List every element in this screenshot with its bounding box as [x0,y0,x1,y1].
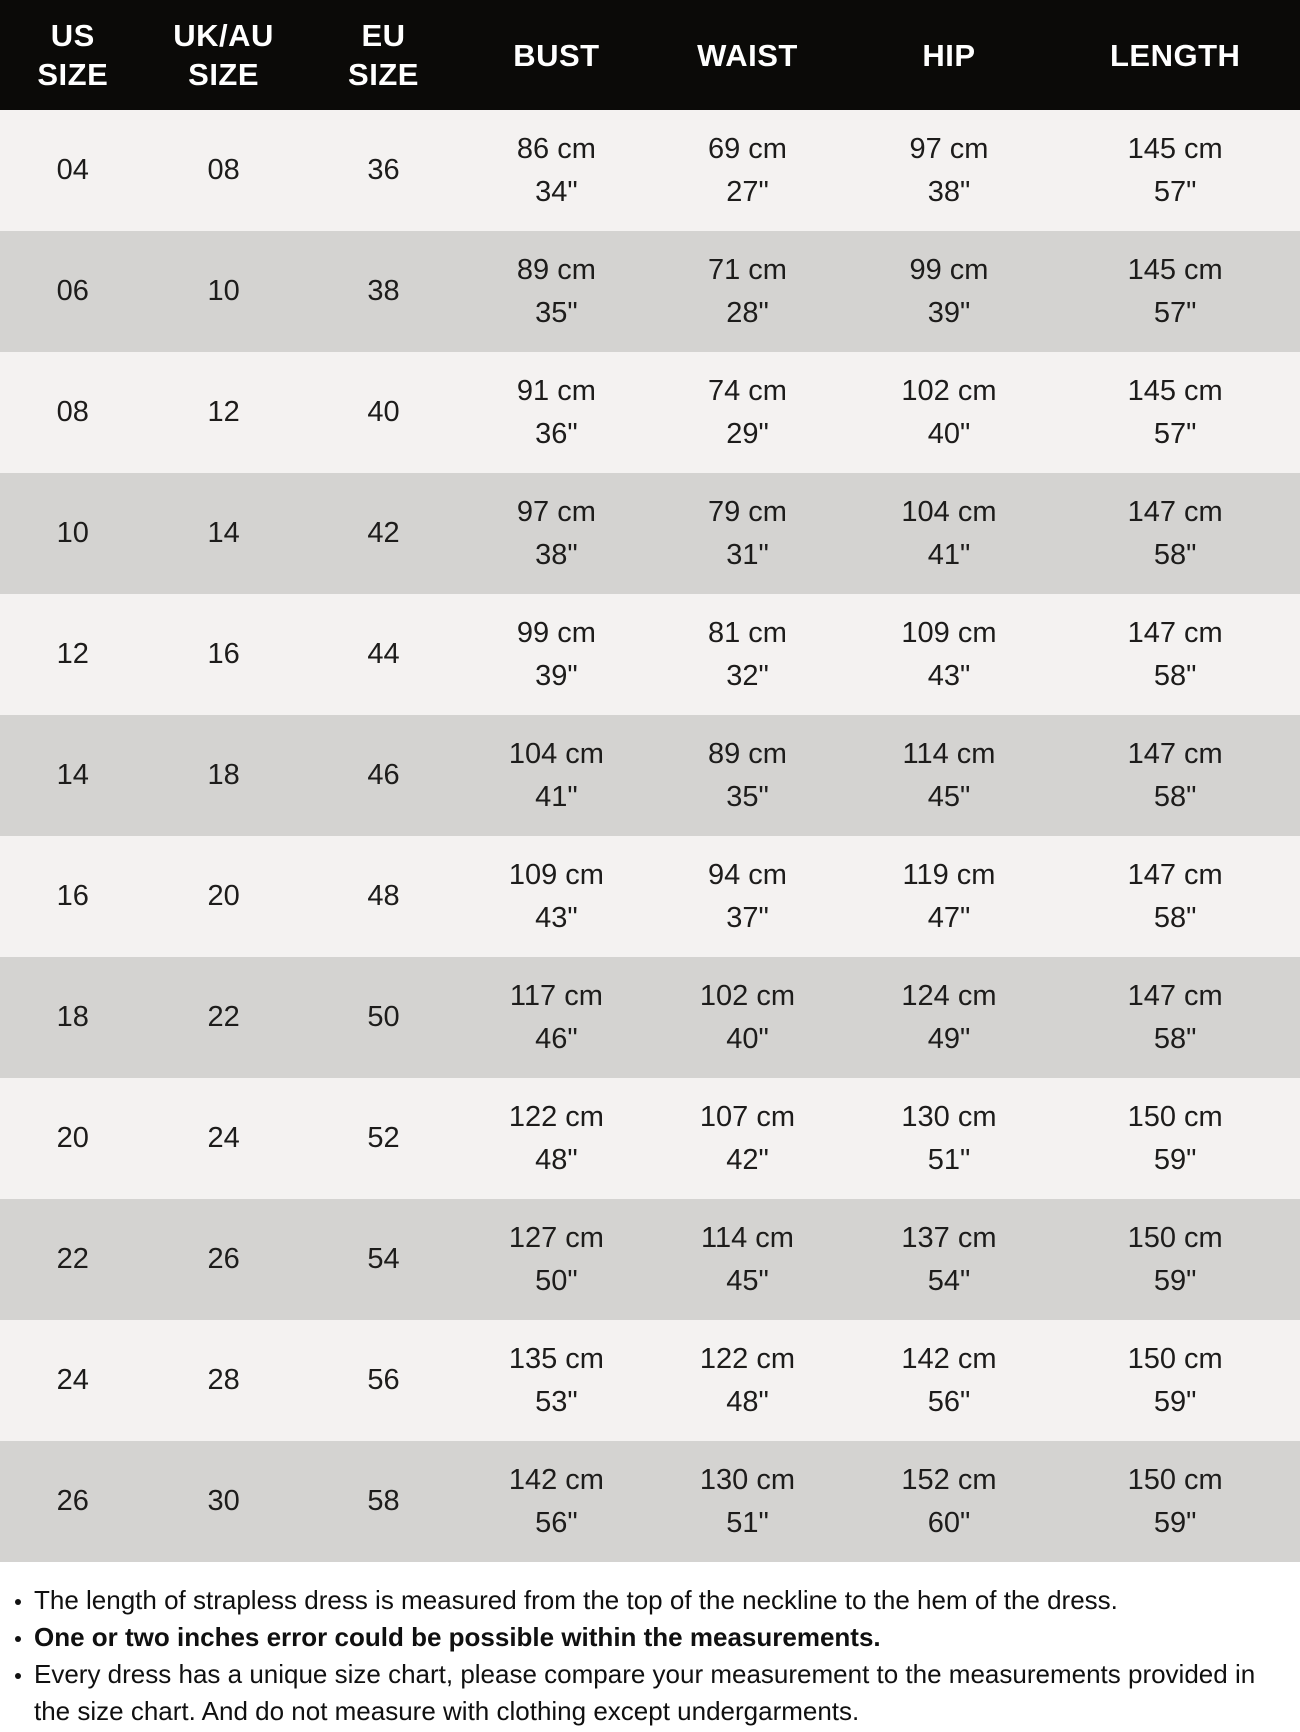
cell-value-line: 79 cm [707,495,787,528]
note-item [12,1656,1286,1730]
table-row [0,715,1300,836]
cell-length [1050,491,1300,577]
note-text: One or two inches error could be possible within the measurements. [34,1622,881,1652]
column-header-uk [146,16,302,94]
cell-length [1050,854,1300,940]
cell-eu: 50 [367,1001,400,1033]
cell-value-line: 59" [1153,1264,1197,1297]
cell-value-line: 39" [927,296,971,329]
cell-value-line: 89 cm [516,253,596,286]
cell-value-line: 69 cm [707,132,787,165]
cell-value-line: 150 cm [1127,1342,1223,1375]
cell-us: 10 [56,517,89,549]
cell-us: 04 [56,154,89,186]
column-header-text: SIZE [348,57,419,92]
cell-value-line: 107 cm [699,1100,796,1133]
cell-value-line: 57" [1153,417,1197,450]
cell-eu: 44 [367,638,400,670]
cell-value-line: 47" [927,901,971,934]
cell-value-line: 58" [1153,1022,1197,1055]
cell-value-line: 51" [927,1143,971,1176]
cell-value-line: 147 cm [1127,858,1223,891]
cell-hip [848,733,1051,819]
cell-value-line: 58" [1153,538,1197,571]
column-header-text: HIP [922,37,976,73]
table-row [0,110,1300,231]
cell-uk: 16 [207,638,240,670]
bullet-dot-icon [12,1656,34,1730]
cell-us: 08 [56,396,89,428]
cell-value-line: 147 cm [1127,737,1223,770]
cell-value-line: 41" [535,780,578,813]
cell-value-line: 97 cm [909,132,989,165]
cell-waist [647,1459,847,1545]
cell-bust [465,1338,647,1424]
column-header-text: US [50,18,95,53]
cell-bust [465,1217,647,1303]
cell-value-line: 145 cm [1127,132,1223,165]
cell-us: 18 [56,1001,89,1033]
column-header-text: SIZE [37,57,109,92]
cell-value-line: 53" [535,1385,578,1418]
cell-length [1050,128,1300,214]
cell-length [1050,1459,1300,1545]
cell-bust [465,128,647,214]
column-header-text: EU [361,18,406,53]
note-text: The length of strapless dress is measured from the top of the neckline to the hem of the dress. [34,1585,1118,1615]
table-row [0,957,1300,1078]
cell-value-line: 150 cm [1127,1221,1223,1254]
cell-value-line: 145 cm [1127,374,1223,407]
cell-uk: 24 [207,1122,240,1154]
cell-value-line: 152 cm [901,1463,997,1496]
cell-value-line: 94 cm [707,858,787,891]
cell-uk: 10 [207,275,240,307]
cell-uk: 18 [207,759,240,791]
cell-eu: 38 [367,275,400,307]
cell-us: 06 [56,275,89,307]
cell-uk: 28 [207,1364,240,1396]
table-row [0,836,1300,957]
cell-length [1050,1217,1300,1303]
cell-value-line: 74 cm [707,374,787,407]
column-header-hip [848,36,1051,75]
cell-hip [848,1338,1051,1424]
cell-value-line: 104 cm [901,495,997,528]
cell-us: 14 [56,759,89,791]
cell-value-line: 60" [927,1506,971,1539]
cell-hip [848,491,1051,577]
cell-value-line: 114 cm [902,737,996,770]
cell-value-line: 57" [1153,175,1197,208]
cell-value-line: 45" [726,1264,769,1297]
bullet-dot-icon [12,1582,34,1619]
table-row [0,231,1300,352]
cell-value-line: 122 cm [508,1100,604,1133]
cell-eu: 54 [367,1243,400,1275]
cell-value-line: 56" [535,1506,578,1539]
cell-eu: 46 [367,759,400,791]
cell-length [1050,733,1300,819]
cell-waist [647,733,847,819]
cell-hip [848,1096,1051,1182]
cell-value-line: 150 cm [1127,1463,1223,1496]
note-item [12,1582,1286,1619]
cell-value-line: 130 cm [901,1100,997,1133]
cell-value-line: 59" [1153,1506,1197,1539]
cell-uk: 08 [207,154,240,186]
cell-eu: 40 [367,396,400,428]
cell-value-line: 122 cm [699,1342,796,1375]
cell-eu: 58 [367,1485,400,1517]
cell-value-line: 56" [927,1385,971,1418]
column-header-bust [465,36,647,75]
cell-waist [647,1096,847,1182]
cell-hip [848,128,1051,214]
cell-waist [647,249,847,335]
cell-value-line: 36" [535,417,578,450]
column-header-text: LENGTH [1109,37,1241,73]
cell-bust [465,733,647,819]
column-header-eu [302,16,466,94]
cell-length [1050,249,1300,335]
notes-section [0,1562,1300,1730]
cell-length [1050,370,1300,456]
table-row [0,594,1300,715]
cell-eu: 56 [367,1364,400,1396]
cell-value-line: 147 cm [1127,979,1223,1012]
cell-value-line: 38" [927,175,971,208]
cell-eu: 48 [367,880,400,912]
cell-value-line: 81 cm [707,616,787,649]
cell-value-line: 43" [535,901,578,934]
cell-value-line: 99 cm [909,253,989,286]
cell-uk: 30 [207,1485,240,1517]
column-header-text: BUST [513,37,600,73]
cell-hip [848,1459,1051,1545]
cell-value-line: 119 cm [902,858,996,891]
column-header-length [1050,36,1300,75]
cell-value-line: 150 cm [1127,1100,1223,1133]
cell-value-line: 127 cm [508,1221,604,1254]
cell-value-line: 57" [1153,296,1197,329]
cell-value-line: 86 cm [516,132,596,165]
cell-eu: 36 [367,154,400,186]
cell-waist [647,612,847,698]
column-header-text: SIZE [188,57,260,92]
cell-value-line: 32" [726,659,769,692]
cell-value-line: 58" [1153,659,1197,692]
cell-value-line: 43" [927,659,971,692]
cell-us: 16 [56,880,89,912]
cell-eu: 42 [367,517,400,549]
cell-value-line: 147 cm [1127,616,1223,649]
cell-value-line: 71 cm [707,253,787,286]
table-row [0,1320,1300,1441]
cell-value-line: 89 cm [707,737,787,770]
column-header-text: WAIST [697,37,798,73]
cell-value-line: 38" [535,538,578,571]
cell-uk: 22 [207,1001,240,1033]
cell-value-line: 45" [927,780,971,813]
cell-value-line: 48" [535,1143,578,1176]
cell-waist [647,975,847,1061]
cell-value-line: 34" [535,175,578,208]
cell-bust [465,1096,647,1182]
cell-hip [848,854,1051,940]
table-body [0,110,1300,1562]
cell-value-line: 51" [726,1506,769,1539]
cell-uk: 26 [207,1243,240,1275]
cell-value-line: 58" [1153,780,1197,813]
cell-value-line: 117 cm [509,979,603,1012]
cell-value-line: 137 cm [901,1221,997,1254]
cell-waist [647,128,847,214]
cell-value-line: 31" [726,538,769,571]
cell-value-line: 91 cm [516,374,596,407]
cell-us: 26 [56,1485,89,1517]
cell-length [1050,612,1300,698]
cell-us: 20 [56,1122,89,1154]
bullet-dot-icon [12,1619,34,1656]
cell-value-line: 40" [726,1022,769,1055]
cell-value-line: 104 cm [508,737,604,770]
cell-bust [465,491,647,577]
table-header-row [0,0,1300,110]
cell-us: 24 [56,1364,89,1396]
cell-value-line: 145 cm [1127,253,1223,286]
cell-us: 12 [56,638,89,670]
cell-value-line: 109 cm [901,616,997,649]
cell-waist [647,491,847,577]
cell-waist [647,1338,847,1424]
cell-value-line: 135 cm [508,1342,604,1375]
cell-hip [848,249,1051,335]
cell-value-line: 130 cm [699,1463,796,1496]
column-header-text: UK/AU [173,18,274,53]
cell-value-line: 29" [726,417,769,450]
cell-value-line: 41" [927,538,971,571]
cell-value-line: 59" [1153,1385,1197,1418]
cell-value-line: 40" [927,417,971,450]
table-row [0,473,1300,594]
note-text: Every dress has a unique size chart, please compare your measurement to the measurements provided in the size chart. And do not measure with clothing except undergarments. [34,1659,1256,1726]
cell-value-line: 35" [535,296,578,329]
cell-length [1050,1096,1300,1182]
table-row [0,1441,1300,1562]
cell-value-line: 142 cm [508,1463,604,1496]
cell-bust [465,612,647,698]
cell-value-line: 102 cm [699,979,796,1012]
cell-value-line: 124 cm [901,979,997,1012]
cell-waist [647,854,847,940]
cell-value-line: 142 cm [901,1342,997,1375]
cell-bust [465,854,647,940]
cell-hip [848,612,1051,698]
cell-value-line: 54" [927,1264,971,1297]
cell-value-line: 49" [927,1022,971,1055]
cell-bust [465,370,647,456]
cell-bust [465,249,647,335]
cell-value-line: 35" [726,780,769,813]
cell-length [1050,975,1300,1061]
cell-value-line: 109 cm [508,858,604,891]
cell-value-line: 102 cm [901,374,997,407]
cell-uk: 20 [207,880,240,912]
table-row [0,1199,1300,1320]
column-header-us [0,16,146,94]
cell-value-line: 39" [535,659,578,692]
cell-uk: 14 [207,517,240,549]
cell-value-line: 48" [726,1385,769,1418]
cell-hip [848,370,1051,456]
cell-us: 22 [56,1243,89,1275]
table-row [0,1078,1300,1199]
cell-bust [465,1459,647,1545]
column-header-waist [647,36,847,75]
table-row [0,352,1300,473]
cell-waist [647,370,847,456]
cell-value-line: 46" [535,1022,578,1055]
cell-eu: 52 [367,1122,400,1154]
cell-value-line: 99 cm [516,616,596,649]
cell-bust [465,975,647,1061]
cell-value-line: 114 cm [701,1221,794,1254]
cell-hip [848,1217,1051,1303]
cell-value-line: 97 cm [516,495,596,528]
cell-value-line: 27" [726,175,769,208]
cell-value-line: 147 cm [1127,495,1223,528]
cell-length [1050,1338,1300,1424]
cell-hip [848,975,1051,1061]
cell-value-line: 28" [726,296,769,329]
cell-value-line: 58" [1153,901,1197,934]
cell-value-line: 50" [535,1264,578,1297]
cell-value-line: 59" [1153,1143,1197,1176]
cell-value-line: 37" [726,901,769,934]
cell-waist [647,1217,847,1303]
cell-uk: 12 [207,396,240,428]
cell-value-line: 42" [726,1143,769,1176]
note-item [12,1619,1286,1656]
